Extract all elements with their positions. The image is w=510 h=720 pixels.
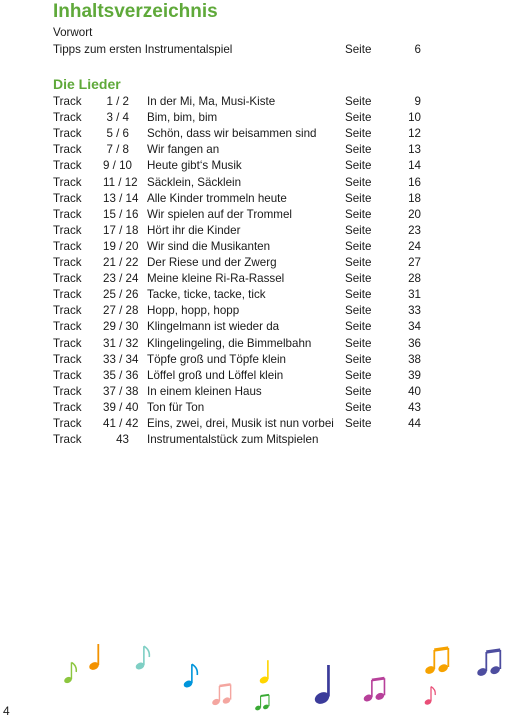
- song-title: Töpfe groß und Töpfe klein: [147, 352, 286, 366]
- song-title: Klingelmann ist wieder da: [147, 320, 280, 334]
- track-number: 13 / 14: [103, 191, 139, 205]
- seite-label: Seite: [345, 368, 372, 382]
- track-number: 1 / 2: [106, 95, 129, 108]
- page-number-cell: 33: [408, 304, 421, 318]
- table-row: [53, 432, 421, 448]
- song-title: Tacke, ticke, tacke, tick: [147, 288, 266, 302]
- note-green-icon: [63, 662, 76, 684]
- song-title: Meine kleine Ri-Ra-Rassel: [147, 272, 285, 286]
- seite-label: Seite: [345, 127, 372, 141]
- page-number-cell: 36: [408, 336, 421, 350]
- track-label: Track: [53, 223, 82, 237]
- track-number: 17 / 18: [103, 223, 139, 237]
- seite-label: Seite: [345, 272, 372, 286]
- seite-label: Seite: [345, 159, 372, 173]
- song-title: Klingelingeling, die Bimmelbahn: [147, 336, 312, 350]
- intro-tips-seite: Seite: [345, 43, 372, 56]
- track-label: Track: [53, 288, 82, 302]
- seite-label: Seite: [345, 143, 372, 157]
- page-number-cell: 28: [408, 272, 421, 286]
- song-title: Hört ihr die Kinder: [147, 223, 241, 237]
- table-row: [53, 191, 421, 207]
- page-number-cell: 40: [408, 384, 421, 398]
- intro-tips-label: Tipps zum ersten Instrumentalspiel: [53, 43, 233, 56]
- notes-orange-icon: [424, 648, 449, 675]
- song-title: Heute gibt‘s Musik: [147, 159, 242, 173]
- track-label: Track: [53, 368, 82, 382]
- seite-label: Seite: [345, 336, 372, 350]
- note-navy-icon: [313, 665, 331, 706]
- song-title: In der Mi, Ma, Musi-Kiste: [147, 95, 276, 108]
- table-row: [53, 416, 421, 432]
- table-row: [53, 110, 421, 126]
- seite-label: Seite: [345, 207, 372, 221]
- page-number-cell: 31: [408, 288, 421, 302]
- table-row: [53, 94, 421, 110]
- page-number-cell: 38: [408, 352, 421, 366]
- table-row: [53, 287, 421, 303]
- song-title: Alle Kinder trommeln heute: [147, 191, 287, 205]
- page-number-cell: 43: [408, 400, 421, 414]
- intro-tips-page: 6: [414, 43, 421, 56]
- track-label: Track: [53, 95, 82, 108]
- track-label: Track: [53, 175, 82, 189]
- track-number: 43: [116, 433, 129, 447]
- track-number: 25 / 26: [103, 288, 139, 302]
- page-number-cell: 20: [408, 207, 421, 221]
- seite-label: Seite: [345, 239, 372, 253]
- page-number-cell: 24: [408, 239, 421, 253]
- seite-label: Seite: [345, 384, 372, 398]
- track-label: Track: [53, 433, 82, 447]
- page-number-cell: 39: [408, 368, 421, 382]
- table-row: [53, 239, 421, 255]
- page-number-cell: 9: [414, 95, 421, 108]
- track-label: Track: [53, 336, 82, 350]
- table-row: [53, 255, 421, 271]
- table-row: [53, 336, 421, 352]
- table-row: [53, 384, 421, 400]
- music-notes-decoration: [0, 636, 510, 720]
- track-number: 41 / 42: [103, 417, 139, 430]
- track-label: Track: [53, 111, 82, 125]
- track-label: Track: [53, 256, 82, 269]
- notes-pink-icon: [211, 684, 231, 706]
- table-row: [53, 142, 421, 158]
- track-label: Track: [53, 352, 82, 366]
- page-number-cell: 34: [408, 320, 421, 334]
- song-title: Instrumentalstück zum Mitspielen: [147, 433, 319, 447]
- notes-indigo-icon: [476, 650, 501, 677]
- track-label: Track: [53, 159, 82, 173]
- table-row: [53, 368, 421, 384]
- track-label: Track: [53, 143, 82, 157]
- table-row: [53, 175, 421, 191]
- note-blue-icon: [183, 664, 198, 689]
- note-red-icon: [424, 687, 436, 706]
- notes-purple-icon: [363, 678, 386, 703]
- track-number: 37 / 38: [103, 384, 139, 398]
- seite-label: Seite: [345, 256, 372, 269]
- page-number-cell: 13: [408, 143, 421, 157]
- page-title: Inhaltsverzeichnis: [53, 1, 218, 22]
- seite-label: Seite: [345, 352, 372, 366]
- page-number: 4: [3, 704, 10, 718]
- table-row: [53, 158, 421, 174]
- intro-foreword: Vorwort: [53, 26, 93, 39]
- song-title: Wir fangen an: [147, 143, 220, 157]
- song-title: Eins, zwei, drei, Musik ist nun vorbei: [147, 417, 334, 430]
- seite-label: Seite: [345, 288, 372, 302]
- page-number-cell: 16: [408, 175, 421, 189]
- track-number: 11 / 12: [103, 175, 138, 189]
- page-number-cell: 27: [408, 256, 421, 269]
- track-number: 5 / 6: [106, 127, 129, 141]
- table-row: [53, 352, 421, 368]
- song-title: Bim, bim, bim: [147, 111, 218, 125]
- table-row: [53, 126, 421, 142]
- seite-label: Seite: [345, 175, 372, 189]
- seite-label: Seite: [345, 111, 372, 125]
- track-number: 21 / 22: [103, 256, 139, 269]
- track-label: Track: [53, 272, 82, 286]
- song-title: Ton für Ton: [147, 400, 205, 414]
- seite-label: Seite: [345, 223, 372, 237]
- track-number: 19 / 20: [103, 239, 139, 253]
- track-label: Track: [53, 127, 82, 141]
- note-yellow-icon: [259, 660, 270, 685]
- notes-small-green-icon: [254, 695, 269, 711]
- track-number: 31 / 32: [103, 336, 139, 350]
- page-number-cell: 18: [408, 191, 421, 205]
- song-title: Der Riese und der Zwerg: [147, 256, 277, 269]
- table-row: [53, 207, 421, 223]
- song-title: Schön, dass wir beisammen sind: [147, 127, 317, 141]
- song-title: Hopp, hopp, hopp: [147, 304, 240, 318]
- song-title: In einem kleinen Haus: [147, 384, 262, 398]
- page-number-cell: 10: [408, 111, 421, 125]
- page-number-cell: 23: [408, 223, 421, 237]
- seite-label: Seite: [345, 417, 372, 430]
- track-label: Track: [53, 320, 82, 334]
- table-row: [53, 223, 421, 239]
- track-number: 7 / 8: [106, 143, 129, 157]
- track-number: 33 / 34: [103, 352, 139, 366]
- song-title: Säcklein, Säcklein: [147, 175, 242, 189]
- seite-label: Seite: [345, 191, 372, 205]
- seite-label: Seite: [345, 304, 372, 318]
- table-row: [53, 303, 421, 319]
- track-number: 35 / 36: [103, 368, 139, 382]
- seite-label: Seite: [345, 95, 372, 108]
- song-title: Wir spielen auf der Trommel: [147, 207, 292, 221]
- track-label: Track: [53, 239, 82, 253]
- song-title: Wir sind die Musikanten: [147, 239, 271, 253]
- track-number: 23 / 24: [103, 272, 139, 286]
- song-title: Löffel groß und Löffel klein: [147, 368, 284, 382]
- table-row: [53, 319, 421, 335]
- seite-label: Seite: [345, 400, 372, 414]
- note-orange-icon: [88, 644, 100, 671]
- track-number: 29 / 30: [103, 320, 139, 334]
- track-label: Track: [53, 417, 82, 430]
- track-number: 15 / 16: [103, 207, 139, 221]
- track-number: 39 / 40: [103, 400, 139, 414]
- track-number: 9 / 10: [103, 159, 133, 173]
- section-title: Die Lieder: [53, 76, 121, 92]
- track-label: Track: [53, 191, 82, 205]
- intro-tips-row: [53, 42, 421, 58]
- page-number-cell: 14: [408, 159, 421, 173]
- track-label: Track: [53, 207, 82, 221]
- track-label: Track: [53, 400, 82, 414]
- track-label: Track: [53, 384, 82, 398]
- table-row: [53, 271, 421, 287]
- track-number: 27 / 28: [103, 304, 139, 318]
- track-number: 3 / 4: [106, 111, 129, 125]
- seite-label: Seite: [345, 320, 372, 334]
- table-row: [53, 400, 421, 416]
- track-label: Track: [53, 304, 82, 318]
- page-number-cell: 44: [408, 417, 421, 430]
- note-teal-icon: [135, 646, 150, 671]
- page-number-cell: 12: [408, 127, 421, 141]
